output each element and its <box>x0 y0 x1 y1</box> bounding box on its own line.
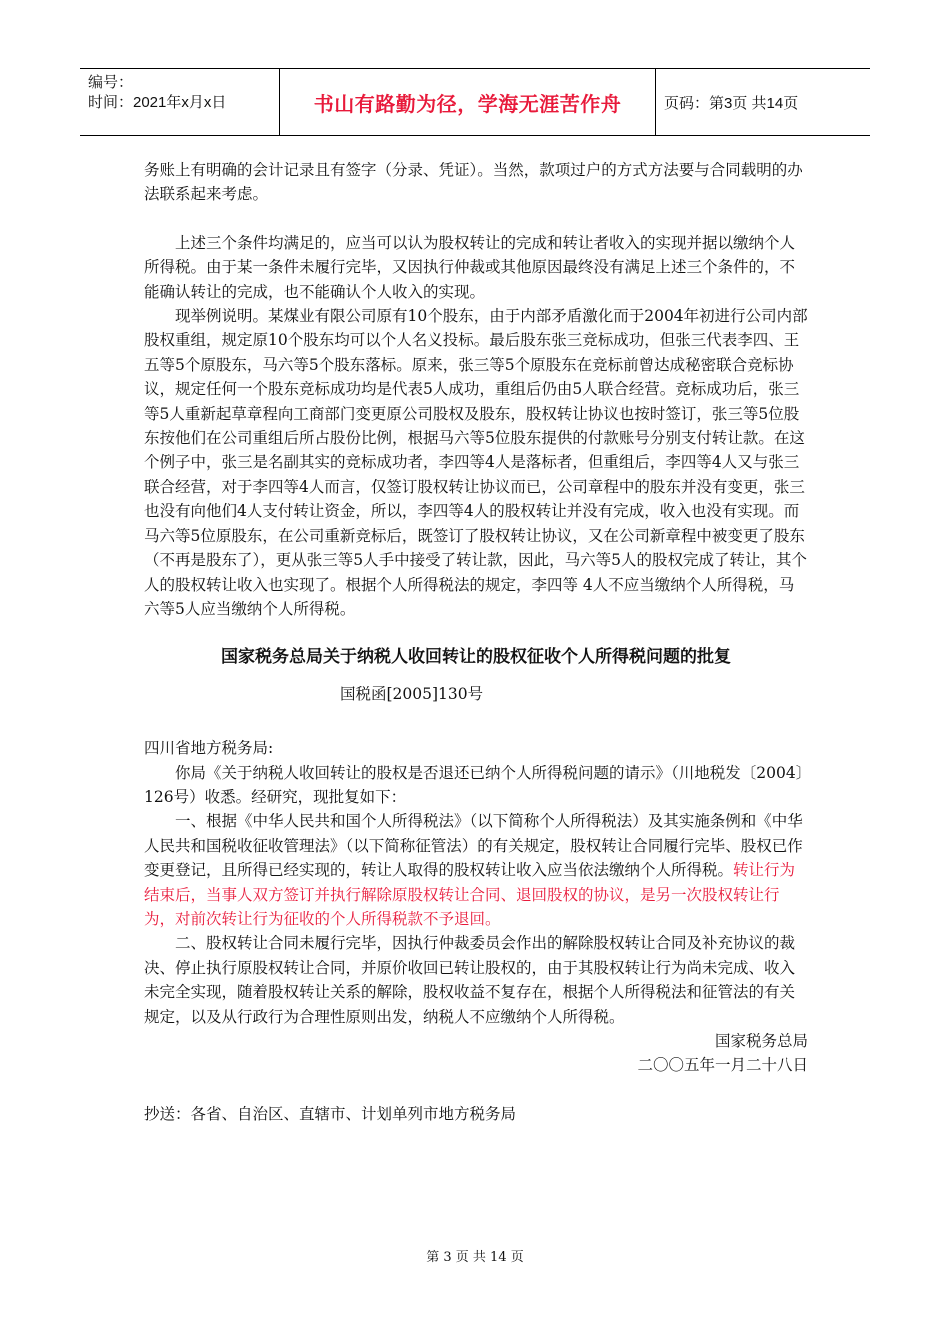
header-motto-cell <box>280 69 656 135</box>
header-motto: 书山有路勤为径，学海无涯苦作舟 <box>313 91 622 116</box>
paragraph-item-one <box>144 809 808 931</box>
signer: 国家税务总局 <box>714 1032 808 1050</box>
sign-date: 二〇〇五年一月二十八日 <box>637 1056 808 1075</box>
page-footer <box>0 1246 950 1265</box>
reply-document-number: 国税函[2005]130号 <box>340 684 484 703</box>
paragraph-continuation: 务账上有明确的会计记录且有签字（分录、凭证）。当然，款项过户的方式方法要与合同载明的办法联系起来考虑。 <box>144 161 803 204</box>
document-number-label: 编号： <box>88 74 134 91</box>
page-header <box>80 68 870 136</box>
document-body <box>144 158 808 1126</box>
addressee: 四川省地方税务局: <box>144 739 274 758</box>
header-page-info: 页码：第3页 共14页 <box>664 94 799 112</box>
footer-page-number: 第 3 页 共 14 页 <box>426 1250 524 1265</box>
paragraph-conditions: 上述三个条件均满足的，应当可以认为股权转让的完成和转让者收入的实现并据以缴纳个人所得税。由于某一条件未履行完毕，又因执行仲裁或其他原因最终没有满足上述三个条件的，不能确认转让的完成，也不能确认个人收入的实现。 <box>144 233 796 301</box>
item-one-highlight: 转让行为结束后，当事人双方签订并执行解除原股权转让合同、退回股权的协议，是另一次股权转让行为，对前次转让行为征收的个人所得税款不予退回。 <box>144 861 796 928</box>
item-one-text: 一、根据《中华人民共和国个人所得税法》（以下简称个人所得税法）及其实施条例和《中华人民共和国税收征收管理法》（以下简称征管法）的有关规定，股权转让合同履行完毕、股权已作变更登记，且所得已经实现的，转让人取得的股权转让收入应当依法缴纳个人所得税。 <box>144 812 803 880</box>
reply-title: 国家税务总局关于纳税人收回转让的股权征收个人所得税问题的批复 <box>221 647 731 668</box>
header-meta <box>80 69 280 135</box>
paragraph-item-two: 二、股权转让合同未履行完毕，因执行仲裁委员会作出的解除股权转让合同及补充协议的裁决、停止执行原股权转让合同，并原价收回已转让股权的，由于其股权转让行为尚未完成、收入未完全实现，随着股权转让关系的解除，股权收益不复存在，根据个人所得税法和征管法的有关规定，以及从行政行为合理性原则出发，纳税人不应缴纳个人所得税。 <box>144 934 796 1026</box>
paragraph-example: 现举例说明。某煤业有限公司原有10个股东，由于内部矛盾激化而于2004年初进行公司内部股权重组，规定原10个股东均可以个人名义投标。最后股东张三竞标成功，但张三代表李四、王五等5个原股东，马六等5个股东落标。原来，张三等5个原股东在竞标前曾达成秘密联合竞标协议，规定任何一个股东竞标成功均是代表5人成功，重组后仍由5人联合经营。竞标成功后，张三等5人重新起草章程向工商部门变更原公司股权及股东，股权转让协议也按时签订，张三等5位股东按他们在公司重组后所占股份比例，根据马六等5位股东提供的付款账号分别支付转让款。在这个例子中，张三是名副其实的竞标成功者，李四等4人是落标者，但重组后，李四等4人又与张三联合经营，对于李四等4人而言，仅签订股权转让协议而已，公司章程中的股东并没有变更，张三也没有向他们4人支付转让资金，所以，李四等4人的股权转让并没有完成，收入也没有实现。而马六等5位原股东，在公司重新竞标后，既签订了股权转让协议，又在公司新章程中被变更了股东（不再是股东了），更从张三等5人手中接受了转让款，因此，马六等5人的股权完成了转让，其个人的股权转让收入也实现了。根据个人所得税法的规定，李四等 4人不应当缴纳个人所得税，马六等5人应当缴纳个人所得税。 <box>144 307 808 618</box>
header-page-info-cell <box>656 69 870 135</box>
paragraph-request-ack: 你局《关于纳税人收回转让的股权是否退还已纳个人所得税问题的请示》（川地税发〔2004〕126号）收悉。经研究，现批复如下： <box>144 763 804 806</box>
carbon-copy: 抄送：各省、自治区、直辖市、计划单列市地方税务局 <box>144 1104 517 1123</box>
document-date: 时间：2021年x月x日 <box>88 94 227 111</box>
